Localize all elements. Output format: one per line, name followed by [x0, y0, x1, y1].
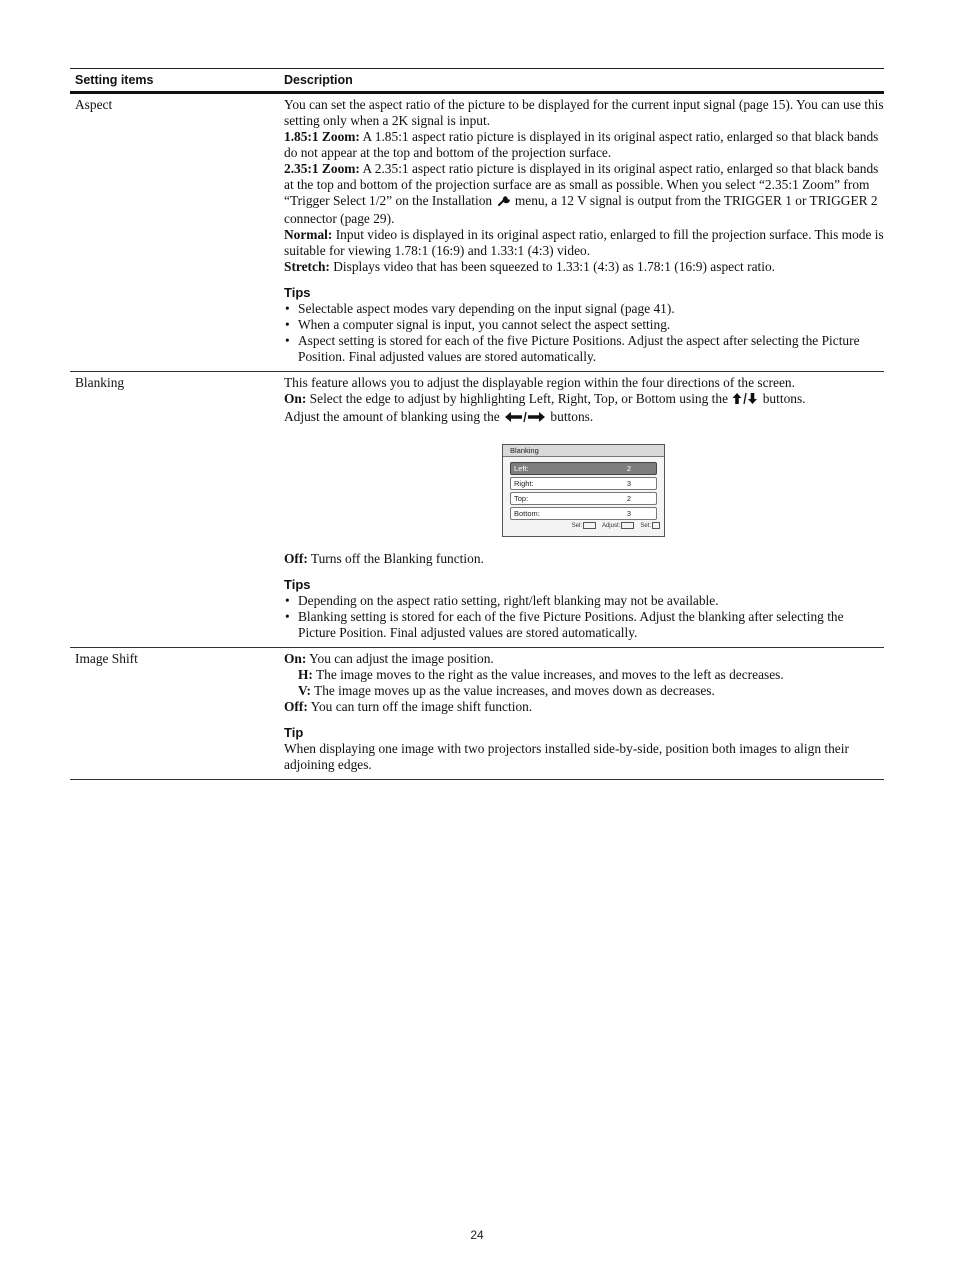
option-label: Off:	[284, 699, 308, 714]
option-text: You can turn off the image shift function.	[307, 699, 533, 714]
key-icon	[652, 522, 660, 529]
option-text: Displays video that has been squeezed to 1.33:1 (4:3) as 1.78:1 (16:9) aspect ratio.	[329, 259, 776, 274]
option-text: You can adjust the image position.	[306, 651, 494, 666]
option-label: 2.35:1 Zoom:	[284, 161, 360, 176]
option-label: On:	[284, 391, 307, 406]
menu-item-value: 3	[626, 509, 631, 518]
option-label: H:	[298, 667, 313, 682]
table-header	[70, 69, 884, 94]
footer-hint	[602, 518, 634, 534]
list-item: • Depending on the aspect ratio setting, right/left blanking may not be available.	[284, 593, 884, 609]
list-item: • When a computer signal is input, you cannot select the aspect setting.	[284, 317, 884, 333]
footer-hint-label: Sel:	[571, 523, 582, 529]
option-text: Turns off the Blanking function.	[307, 551, 484, 566]
setting-name: Blanking	[75, 375, 125, 390]
left-right-arrows-icon	[504, 411, 546, 427]
shift-off	[284, 699, 884, 715]
footer-hint	[572, 518, 596, 534]
menu-items	[503, 457, 664, 520]
list-item: • Selectable aspect modes vary depending on the input signal (page 41).	[284, 301, 884, 317]
footer-hint-label: Adjust:	[601, 523, 621, 529]
key-icon	[621, 522, 634, 529]
table-row-blanking	[70, 372, 884, 648]
option-text: Adjust the amount of blanking using the	[284, 409, 500, 424]
blanking-menu-screen	[502, 444, 665, 537]
shift-v	[284, 683, 884, 699]
aspect-stretch	[284, 259, 884, 275]
header-setting-items: Setting items	[75, 73, 154, 87]
setting-name: Image Shift	[75, 651, 138, 666]
option-text: The image moves up as the value increases, and moves down as decreases.	[310, 683, 715, 698]
tip-text: When displaying one image with two projectors installed side-by-side, position both images to align their adjoining edges.	[284, 741, 849, 772]
option-text: Input video is displayed in its original aspect ratio, enlarged to fill the projection surface. This mode is suitable for viewing 1.78:1 (16:9) and 1.33:1 (4:3) video.	[284, 227, 884, 258]
menu-item-top	[510, 492, 657, 505]
option-label: 1.85:1 Zoom:	[284, 129, 360, 144]
menu-item-right	[510, 477, 657, 490]
page-number: 24	[470, 1228, 484, 1242]
setting-description	[280, 372, 884, 647]
option-text: A 1.85:1 aspect ratio picture is displayed in its original aspect ratio, enlarged so that black bands do not appear at the top and bottom of the projection surface.	[284, 129, 879, 160]
aspect-intro: You can set the aspect ratio of the picture to be displayed for the current input signal (page 15). You can use this setting only when a 2K signal is input.	[284, 97, 884, 128]
tips-heading: Tips	[284, 577, 311, 592]
key-icon	[583, 522, 596, 529]
footer-hint-label: Set:	[640, 523, 651, 529]
wrench-icon	[497, 195, 511, 211]
menu-item-value: 2	[626, 494, 631, 503]
menu-item-label: Right:	[514, 479, 534, 488]
blanking-adjust	[284, 409, 884, 427]
tips-heading: Tips	[284, 285, 311, 300]
list-item: • Blanking setting is stored for each of the five Picture Positions. Adjust the blanking after selecting the Picture Position. Final adjusted values are stored automatically.	[284, 609, 884, 641]
shift-on	[284, 651, 884, 667]
setting-description	[280, 648, 884, 779]
option-text: menu, a 12 V signal is output from the TRIGGER 1 or TRIGGER 2 connector (page 29).	[284, 193, 878, 226]
setting-name: Aspect	[75, 97, 113, 112]
tips-list	[284, 301, 884, 365]
tip-heading: Tip	[284, 725, 304, 740]
setting-description	[280, 94, 884, 371]
option-text: The image moves to the right as the value increases, and moves to the left as decreases.	[312, 667, 784, 682]
blanking-off	[284, 551, 884, 567]
option-label: On:	[284, 651, 307, 666]
shift-h	[284, 667, 884, 683]
aspect-zoom185	[284, 129, 884, 161]
option-label: V:	[298, 683, 311, 698]
option-text: Select the edge to adjust by highlighting Left, Right, Top, or Bottom using the	[306, 391, 729, 406]
list-item: • Aspect setting is stored for each of the five Picture Positions. Adjust the aspect after selecting the Picture Position. Final adjusted values are stored automatically.	[284, 333, 884, 365]
aspect-normal	[284, 227, 884, 259]
option-label: Stretch:	[284, 259, 330, 274]
option-text: buttons.	[759, 391, 806, 406]
menu-item-label: Bottom:	[514, 509, 540, 518]
footer-hint	[640, 518, 660, 534]
option-label: Off:	[284, 551, 308, 566]
menu-item-value: 2	[626, 464, 631, 473]
menu-footer	[572, 518, 660, 534]
option-label: Normal:	[284, 227, 333, 242]
blanking-on	[284, 391, 884, 409]
blanking-intro: This feature allows you to adjust the displayable region within the four directions of the screen.	[284, 375, 795, 390]
up-down-arrows-icon	[732, 392, 758, 409]
tips-list	[284, 593, 884, 641]
settings-table	[70, 68, 884, 780]
menu-title: Blanking	[503, 445, 664, 457]
menu-item-value: 3	[626, 479, 631, 488]
header-description: Description	[284, 73, 353, 87]
option-text: A 2.35:1 aspect ratio picture is displayed in its original aspect ratio, enlarged so that black bands at the top and bottom of the projection surface are as small as possible. When you select “2.35:1 Zoom” from “Trigger Select 1/2” on the Installation	[284, 161, 879, 208]
menu-item-label: Top:	[514, 494, 529, 503]
menu-item-left	[510, 462, 657, 475]
table-row-image-shift	[70, 648, 884, 780]
option-text: buttons.	[547, 409, 594, 424]
table-row-aspect	[70, 94, 884, 372]
aspect-zoom235	[284, 161, 884, 227]
menu-item-label: Left:	[514, 464, 529, 473]
